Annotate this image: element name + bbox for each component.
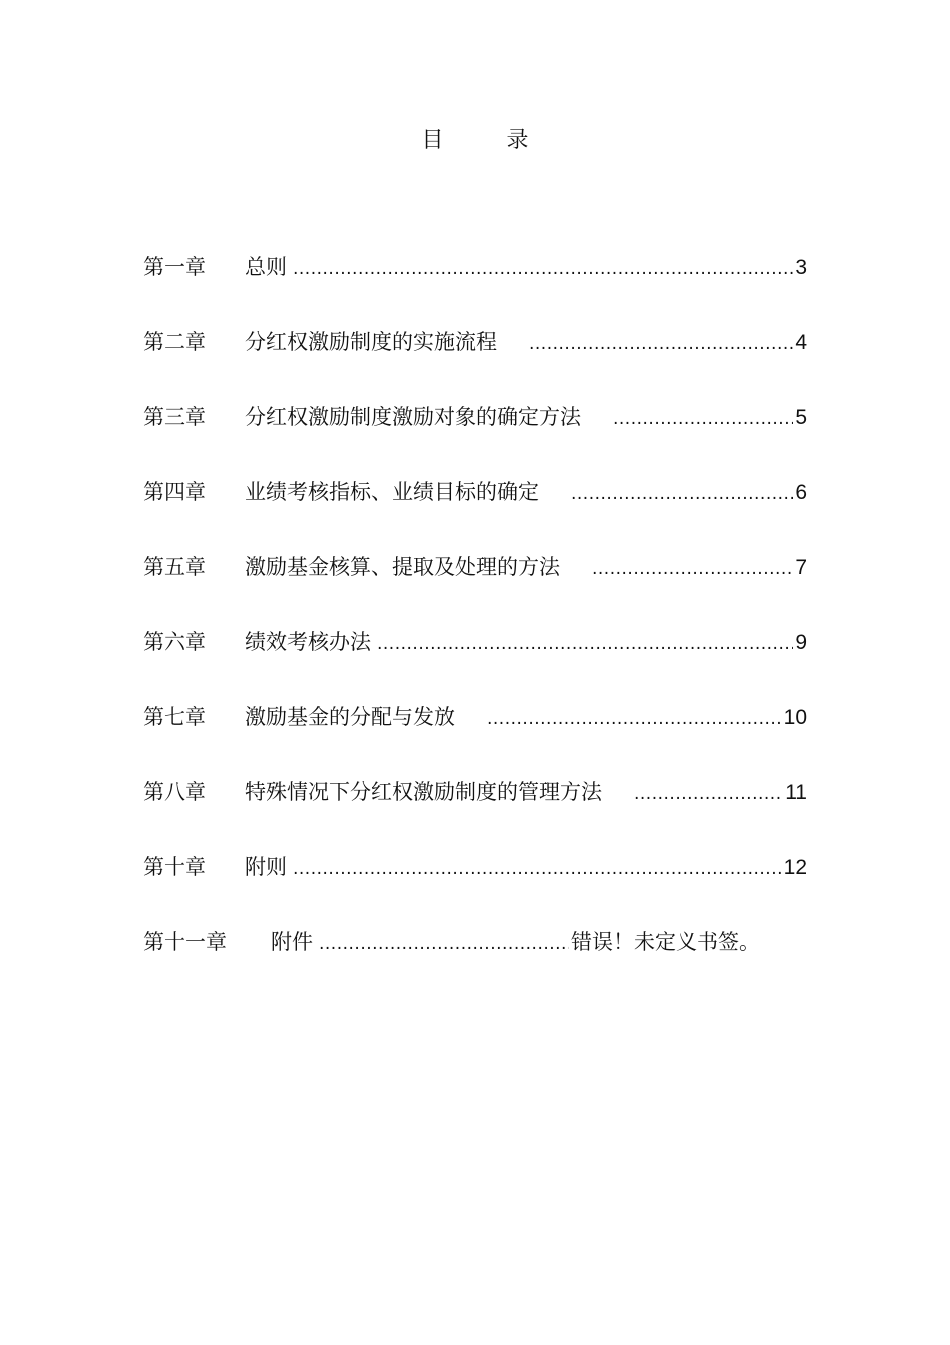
toc-chapter-title: 附件 xyxy=(271,930,313,954)
toc-chapter-number: 第十章 xyxy=(143,855,206,879)
toc-dot-leader xyxy=(487,702,782,736)
toc-chapter-number: 第一章 xyxy=(143,255,206,279)
toc-chapter-title: 附则 xyxy=(245,855,287,879)
toc-entry xyxy=(143,925,807,1000)
toc-dot-leader xyxy=(293,252,793,286)
toc-entry xyxy=(143,250,807,325)
toc-chapter-title: 绩效考核办法 xyxy=(245,630,371,654)
toc-page-number: 11 xyxy=(785,781,807,804)
toc-dot-leader xyxy=(293,852,782,886)
toc-dot-leader xyxy=(613,402,793,436)
toc-chapter-title: 激励基金的分配与发放 xyxy=(245,705,455,729)
toc-chapter-title: 总则 xyxy=(245,255,287,279)
toc-entry xyxy=(143,625,807,700)
toc-chapter-title: 业绩考核指标、业绩目标的确定 xyxy=(245,480,539,504)
toc-entry xyxy=(143,700,807,775)
toc-chapter-number: 第十一章 xyxy=(143,930,227,954)
toc-chapter-number: 第四章 xyxy=(143,480,206,504)
toc-chapter-number: 第二章 xyxy=(143,330,206,354)
toc-dot-leader xyxy=(571,477,793,511)
toc-entry xyxy=(143,775,807,850)
toc-page-number: 7 xyxy=(795,556,807,579)
toc-chapter-number: 第八章 xyxy=(143,780,206,804)
toc-chapter-title: 分红权激励制度的实施流程 xyxy=(245,330,497,354)
toc-page-number: 4 xyxy=(795,331,807,354)
toc-dot-leader xyxy=(319,927,569,961)
toc-page-number: 3 xyxy=(795,256,807,279)
toc-entry xyxy=(143,550,807,625)
toc-chapter-number: 第三章 xyxy=(143,405,206,429)
toc-page-number: 5 xyxy=(795,406,807,429)
toc-chapter-number: 第六章 xyxy=(143,630,206,654)
toc-page-number: 错误！未定义书签。 xyxy=(571,930,760,954)
table-of-contents xyxy=(143,250,807,1000)
toc-chapter-number: 第五章 xyxy=(143,555,206,579)
toc-page-number: 10 xyxy=(783,706,807,729)
toc-entry xyxy=(143,325,807,400)
toc-entry xyxy=(143,475,807,550)
toc-page-number: 12 xyxy=(783,856,807,879)
toc-entry xyxy=(143,850,807,925)
toc-title: 目 录 xyxy=(421,128,557,153)
toc-page-number: 9 xyxy=(795,631,807,654)
toc-dot-leader xyxy=(592,552,793,586)
toc-dot-leader xyxy=(634,777,783,811)
toc-chapter-title: 特殊情况下分红权激励制度的管理方法 xyxy=(245,780,602,804)
toc-chapter-number: 第七章 xyxy=(143,705,206,729)
toc-page-number: 6 xyxy=(795,481,807,504)
toc-entry xyxy=(143,400,807,475)
toc-dot-leader xyxy=(529,327,793,361)
toc-chapter-title: 分红权激励制度激励对象的确定方法 xyxy=(245,405,581,429)
toc-chapter-title: 激励基金核算、提取及处理的方法 xyxy=(245,555,560,579)
toc-dot-leader xyxy=(377,627,793,661)
